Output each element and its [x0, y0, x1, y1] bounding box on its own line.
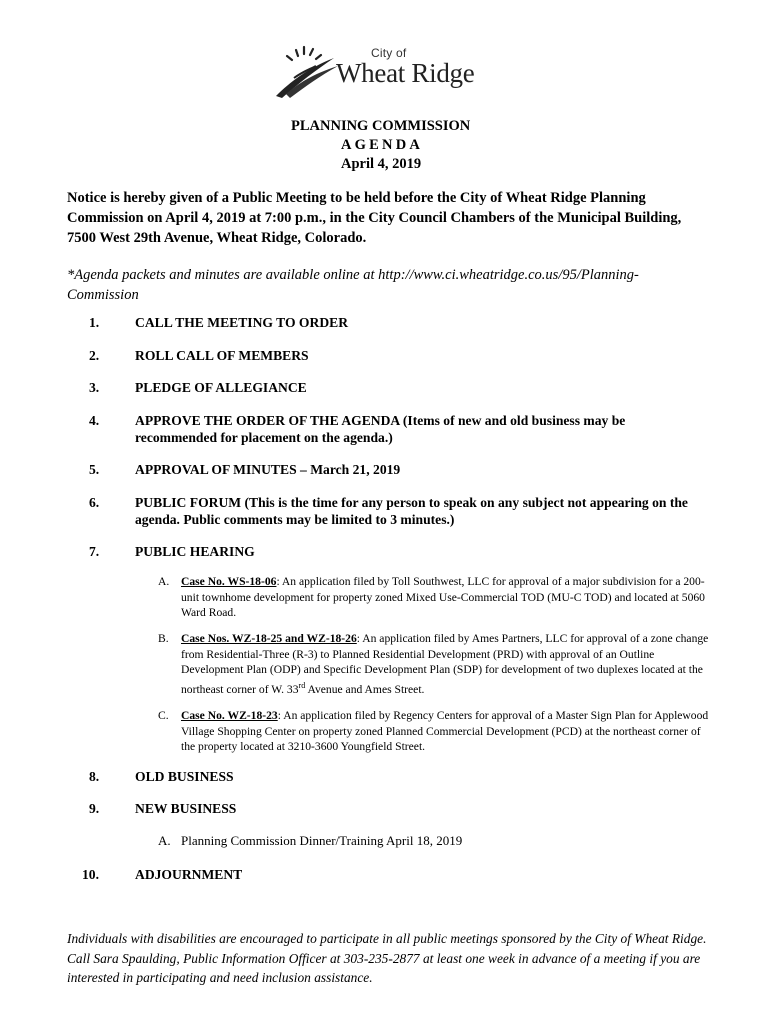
item-number: 9. — [89, 801, 100, 816]
packets-note: *Agenda packets and minutes are available online at http://www.ci.wheatridge.co.us/95/Planning-Commission — [67, 267, 639, 303]
case-number-link[interactable]: Case Nos. WZ-18-25 and WZ-18-26 — [181, 632, 357, 645]
logo-city-text: City of — [371, 46, 407, 60]
item-letter: A. — [158, 833, 171, 848]
item-number: 10. — [82, 867, 99, 882]
case-letter: C. — [158, 709, 169, 722]
header-commission: PLANNING COMMISSION — [291, 118, 471, 134]
accessibility-notice: Individuals with disabilities are encouraged to participate in all public meetings sponsored by the City of Wheat Ridge. Call Sara Spaulding, Public Information Officer at 303-235-2877 at least one week in advance of a meeting if you are interested in participating and need inclusion assistance. — [67, 931, 707, 985]
item-text: PLEDGE OF ALLEGIANCE — [135, 380, 307, 395]
item-text: NEW BUSINESS — [135, 801, 237, 816]
item-text: ROLL CALL OF MEMBERS — [135, 348, 309, 363]
item-text: APPROVAL OF MINUTES – March 21, 2019 — [135, 462, 401, 477]
case-text — [181, 708, 711, 755]
case-text — [181, 574, 711, 621]
item-number: 7. — [89, 544, 100, 559]
case-number-link[interactable]: Case No. WS-18-06 — [181, 575, 277, 588]
case-description: : An application filed by Ames Partners, LLC for approval of a zone change from Residential-Three (R-3) to Planned Residential Development (PRD) with approval of an Outline Development Plan (ODP) and Specific Development Plan (SDP) for development of two duplexes located at the northeast corner of W. 33 — [181, 632, 709, 696]
item-text: OLD BUSINESS — [135, 769, 234, 784]
item-number: 8. — [89, 769, 100, 784]
item-number: 6. — [89, 495, 100, 510]
case-description: : An application filed by Regency Centers for approval of a Master Sign Plan for Applewood Village Shopping Center on property zoned Planned Commercial Development (PCD) at the northeast corner of the property located at 3210-3600 Youngfield Street. — [181, 709, 709, 753]
item-text: Planning Commission Dinner/Training April 18, 2019 — [181, 833, 463, 848]
case-letter: B. — [158, 632, 169, 645]
item-text: PUBLIC HEARING — [135, 544, 255, 559]
case-letter: A. — [158, 575, 170, 588]
logo-name-text: Wheat Ridge — [336, 58, 475, 88]
item-number: 1. — [89, 315, 100, 330]
case-number-link[interactable]: Case No. WZ-18-23 — [181, 709, 278, 722]
header-date: April 4, 2019 — [341, 156, 422, 172]
case-text — [181, 631, 711, 697]
item-number: 5. — [89, 462, 100, 477]
header-agenda: AGENDA — [341, 137, 424, 153]
item-number: 2. — [89, 348, 100, 363]
ordinal-suffix: rd — [298, 680, 306, 690]
meeting-notice: Notice is hereby given of a Public Meeting to be held before the City of Wheat Ridge Planning Commission on April 4, 2019 at 7:00 p.m., in the City Council Chambers of the Municipal Building, 7500 West 29th Avenue, Wheat Ridge, Colorado. — [67, 190, 682, 246]
item-text: PUBLIC FORUM (This is the time for any person to speak on any subject not appearing on the agenda. Public comments may be limited to 3 minutes.) — [135, 495, 688, 527]
item-number: 4. — [89, 413, 100, 428]
item-number: 3. — [89, 380, 100, 395]
city-logo — [268, 44, 504, 106]
item-text: CALL THE MEETING TO ORDER — [135, 315, 349, 330]
case-description-end: Avenue and Ames Street. — [305, 682, 425, 696]
item-text: ADJOURNMENT — [135, 867, 243, 882]
case-description: : An application filed by Toll Southwest, LLC for approval of a major subdivision for a 200-unit townhome development for property zoned Mixed Use-Commercial TOD (MU-C TOD) and located at 5060 Ward Road. — [181, 575, 705, 619]
item-text: APPROVE THE ORDER OF THE AGENDA (Items of new and old business may be recommended for placement on the agenda.) — [135, 413, 626, 445]
